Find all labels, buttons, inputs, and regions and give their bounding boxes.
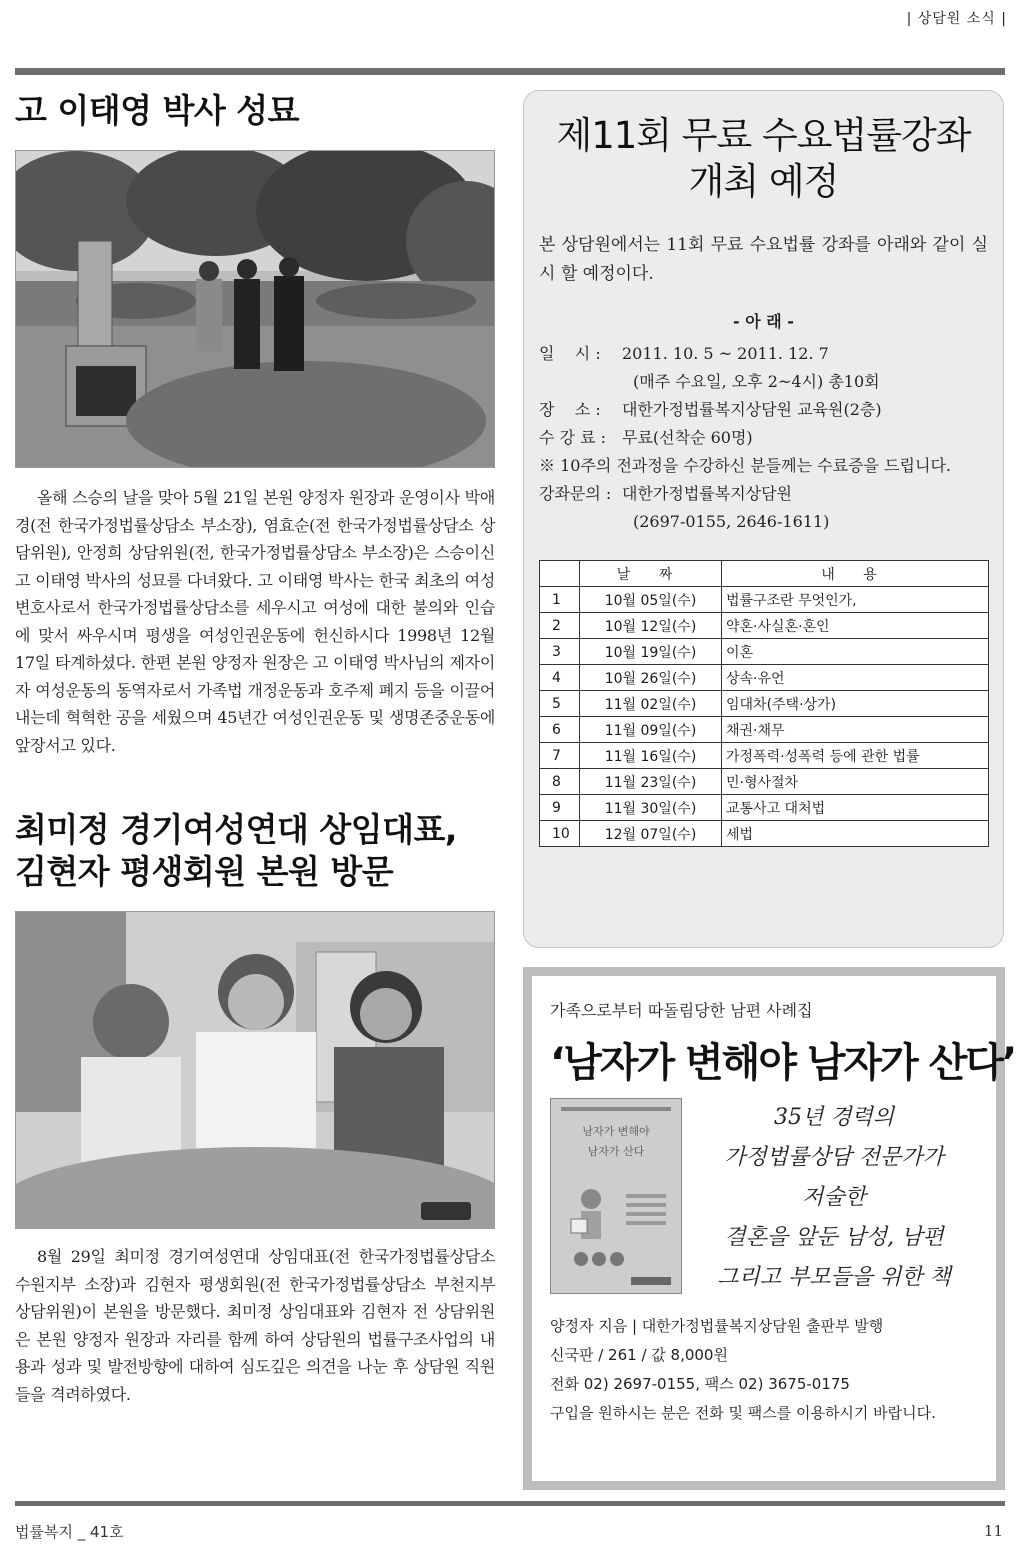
table-header-row bbox=[540, 561, 989, 587]
book-format-price: 신국판 / 261 / 값 8,000원 bbox=[550, 1346, 728, 1364]
row-date: 12월 07일(수) bbox=[580, 821, 722, 847]
lecture-place-label: 장 소 : bbox=[539, 400, 606, 419]
row-num: 10 bbox=[540, 821, 580, 847]
lecture-date-label: 일 시 : bbox=[539, 344, 606, 363]
table-header-num bbox=[540, 561, 580, 587]
table-row bbox=[540, 717, 989, 743]
lecture-place-row bbox=[539, 396, 988, 424]
row-num: 5 bbox=[540, 691, 580, 717]
row-date: 10월 05일(수) bbox=[580, 587, 722, 613]
page-number: 11 bbox=[983, 1522, 1003, 1540]
table-row bbox=[540, 821, 989, 847]
row-topic: 약혼·사실혼·혼인 bbox=[722, 613, 989, 639]
lecture-contact-row bbox=[539, 480, 988, 508]
book-kicker: 가족으로부터 따돌림당한 남편 사례집 bbox=[550, 1001, 813, 1020]
article2-body: 8월 29일 최미정 경기여성연대 상임대표(전 한국가정법률상담소 수원지부 소장)과 김현자 평생회원(전 한국가정법률상담소 부천지부 상담위원)이 본원을 방문했다. 최미정 상임대표와 김현자 전 상담위원은 본원 양정자 원장과 자리를 함께 하여 상담원의 법률구조사업의 내용과 성과 및 발전방향에 대하여 심도깊은 의견을 나눈 후 상담원 직원들을 격려하였다. bbox=[15, 1247, 495, 1404]
grave-visit-photo bbox=[15, 150, 495, 468]
row-date: 11월 16일(수) bbox=[580, 743, 722, 769]
lecture-date-row bbox=[539, 340, 988, 368]
lecture-title-line1: 제11회 무료 수요법률강좌 bbox=[556, 114, 971, 157]
table-row bbox=[540, 587, 989, 613]
row-topic: 교통사고 대처법 bbox=[722, 795, 989, 821]
slogan-line: 저술한 bbox=[802, 1185, 866, 1210]
table-row bbox=[540, 769, 989, 795]
book-title: ‘남자가 변해야 남자가 산다’ bbox=[550, 1040, 1016, 1086]
row-num: 3 bbox=[540, 639, 580, 665]
lecture-date-value: 2011. 10. 5 ~ 2011. 12. 7 bbox=[622, 344, 829, 363]
lecture-contact-phone: (2697-0155, 2646-1611) bbox=[633, 512, 830, 531]
book-author-publisher: 양정자 지음 | 대한가정법률복지상담원 출판부 발행 bbox=[550, 1317, 884, 1335]
book-feature bbox=[550, 1098, 978, 1298]
row-topic: 임대차(주택·상가) bbox=[722, 691, 989, 717]
row-topic: 상속·유언 bbox=[722, 665, 989, 691]
lecture-announcement bbox=[523, 90, 1004, 948]
lecture-date-detail: (매주 수요일, 오후 2~4시) 총10회 bbox=[633, 372, 880, 391]
row-date: 11월 30일(수) bbox=[580, 795, 722, 821]
book-advertisement bbox=[523, 967, 1016, 1490]
footer-publication: 법률복지 _ 41호 bbox=[15, 1523, 124, 1541]
lecture-note: ※ 10주의 전과정을 수강하신 분들께는 수료증을 드립니다. bbox=[539, 456, 951, 475]
book-slogan bbox=[682, 1098, 978, 1298]
book-contact: 전화 02) 2697-0155, 팩스 02) 3675-0175 bbox=[550, 1375, 850, 1393]
visit-photo bbox=[15, 911, 495, 1229]
row-num: 4 bbox=[540, 665, 580, 691]
lecture-place-value: 대한가정법률복지상담원 교육원(2층) bbox=[622, 400, 882, 419]
book-info bbox=[550, 1312, 978, 1428]
row-date: 11월 23일(수) bbox=[580, 769, 722, 795]
table-row bbox=[540, 639, 989, 665]
slogan-line: 가정법률상담 전문가가 bbox=[724, 1145, 944, 1170]
lecture-contact-value: 대한가정법률복지상담원 bbox=[622, 484, 793, 503]
row-num: 8 bbox=[540, 769, 580, 795]
lecture-info bbox=[539, 340, 988, 536]
table-row bbox=[540, 691, 989, 717]
cover-title-line2: 남자가 산다 bbox=[587, 1145, 645, 1158]
row-date: 11월 02일(수) bbox=[580, 691, 722, 717]
slogan-line: 결혼을 앞둔 남성, 남편 bbox=[724, 1225, 944, 1250]
lecture-sub-heading: - 아 래 - bbox=[733, 312, 794, 331]
row-num: 9 bbox=[540, 795, 580, 821]
section-tag: | 상담원 소식 | bbox=[906, 11, 1007, 27]
row-topic: 가정폭력·성폭력 등에 관한 법률 bbox=[722, 743, 989, 769]
top-divider bbox=[15, 68, 1005, 75]
row-topic: 법률구조란 무엇인가, bbox=[722, 587, 989, 613]
table-row bbox=[540, 743, 989, 769]
book-cover-image bbox=[550, 1098, 682, 1294]
lecture-fee-row bbox=[539, 424, 988, 452]
table-row bbox=[540, 795, 989, 821]
left-column bbox=[15, 90, 495, 1408]
lecture-fee-label: 수 강 료 : bbox=[539, 428, 612, 447]
table-row bbox=[540, 613, 989, 639]
row-topic: 이혼 bbox=[722, 639, 989, 665]
row-topic: 민·형사절차 bbox=[722, 769, 989, 795]
row-date: 10월 26일(수) bbox=[580, 665, 722, 691]
article2-headline: 최미정 경기여성연대 상임대표, 김현자 평생회원 본원 방문 bbox=[15, 810, 457, 891]
lecture-contact-label: 강좌문의 : bbox=[539, 484, 617, 503]
article1-body: 올해 스승의 날을 맞아 5월 21일 본원 양정자 원장과 운영이사 박애경(전 한국가정법률상담소 부소장), 염효순(전 한국가정법률상담소 상담위원), 안정희 상담위원(전, 한국가정법률상담소 부소장)은 스승이신 고 이태영 박사의 성묘를 다녀왔다. 고 이태영 박사는 한국 최초의 여성 변호사로서 한국가정법률상담소를 세우시고 여성에 대한 불의와 인습에 맞서 싸우시며 평생을 여성인권운동에 헌신하시다 1998년 12월 17일 타계하셨다. 한편 본원 양정자 원장은 고 이태영 박사님의 제자이자 여성운동의 동역자로서 가족법 개정운동과 호주제 폐지 등을 이끌어내는데 혁혁한 공을 세웠으며 45년간 여성인권운동 및 생명존중운동에 앞장서고 있다. bbox=[15, 488, 495, 755]
article1-headline: 고 이태영 박사 성묘 bbox=[15, 91, 299, 130]
row-num: 1 bbox=[540, 587, 580, 613]
row-date: 11월 09일(수) bbox=[580, 717, 722, 743]
slogan-line: 그리고 부모들을 위한 책 bbox=[717, 1265, 951, 1290]
row-date: 10월 12일(수) bbox=[580, 613, 722, 639]
lecture-intro: 본 상담원에서는 11회 무료 수요법률 강좌를 아래와 같이 실시 할 예정이다. bbox=[539, 235, 988, 284]
table-header-date: 날 짜 bbox=[580, 561, 722, 587]
table-header-topic: 내 용 bbox=[722, 561, 989, 587]
row-num: 7 bbox=[540, 743, 580, 769]
lecture-fee-value: 무료(선착순 60명) bbox=[622, 428, 753, 447]
row-num: 2 bbox=[540, 613, 580, 639]
lecture-title bbox=[539, 113, 988, 205]
table-row bbox=[540, 665, 989, 691]
row-num: 6 bbox=[540, 717, 580, 743]
lecture-title-line2: 개최 예정 bbox=[688, 160, 839, 203]
lecture-schedule-table bbox=[539, 560, 989, 847]
bottom-divider bbox=[15, 1501, 1005, 1506]
row-topic: 세법 bbox=[722, 821, 989, 847]
cover-title-line1: 남자가 변해야 bbox=[582, 1125, 650, 1138]
row-topic: 채권·채무 bbox=[722, 717, 989, 743]
row-date: 10월 19일(수) bbox=[580, 639, 722, 665]
slogan-line: 35년 경력의 bbox=[774, 1105, 894, 1130]
book-purchase-note: 구입을 원하시는 분은 전화 및 팩스를 이용하시기 바랍니다. bbox=[550, 1404, 936, 1422]
